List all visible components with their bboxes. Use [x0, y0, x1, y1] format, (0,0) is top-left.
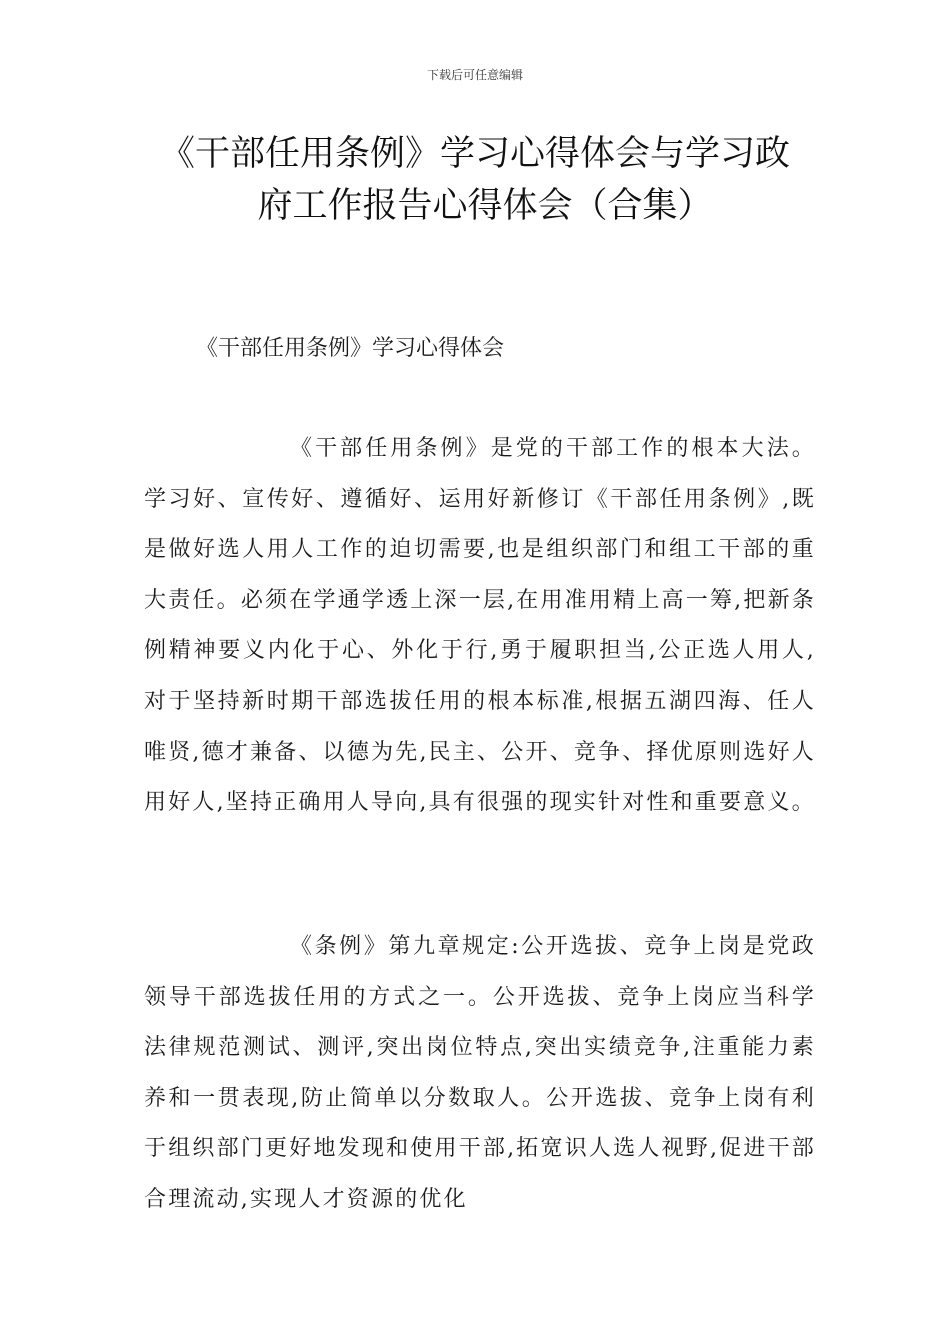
title-line-2: 府工作报告心得体会（合集）: [257, 186, 713, 226]
title-line-1: 《干部任用条例》学习心得体会与学习政: [159, 134, 790, 174]
body-paragraph-2: 《条例》第九章规定:公开选拔、竞争上岗是党政领导干部选拔任用的方式之一。公开选拔、竞争上岗应当科学法律规范测试、测评,突出岗位特点,突出实绩竞争,注重能力素养和一贯表现,防止简单以分数取人。公开选拔、竞争上岗有利于组织部门更好地发现和使用干部,拓宽识人选人视野,促进干部合理流动,实现人才资源的优化: [144, 934, 816, 1212]
header-note: 下载后可任意编辑: [426, 68, 523, 82]
section-heading: 《干部任用条例》学习心得体会: [196, 336, 505, 361]
body-paragraph-1: 《干部任用条例》是党的干部工作的根本大法。学习好、宣传好、遵循好、运用好新修订《干部任用条例》,既是做好选人用人工作的迫切需要,也是组织部门和组工干部的重大责任。必须在学通学透上深一层,在用准用精上高一筹,把新条例精神要义内化于心、外化于行,勇于履职担当,公正选人用人, 对于坚持新时期干部选拔任用的根本标准,根据五湖四海、任人唯贤,德才兼备、以德为先,民主、公开、竞争、择优原则选好人用好人,坚持正确用人导向,具有很强的现实针对性和重要意义。: [144, 436, 816, 816]
document-title: [0, 128, 950, 232]
